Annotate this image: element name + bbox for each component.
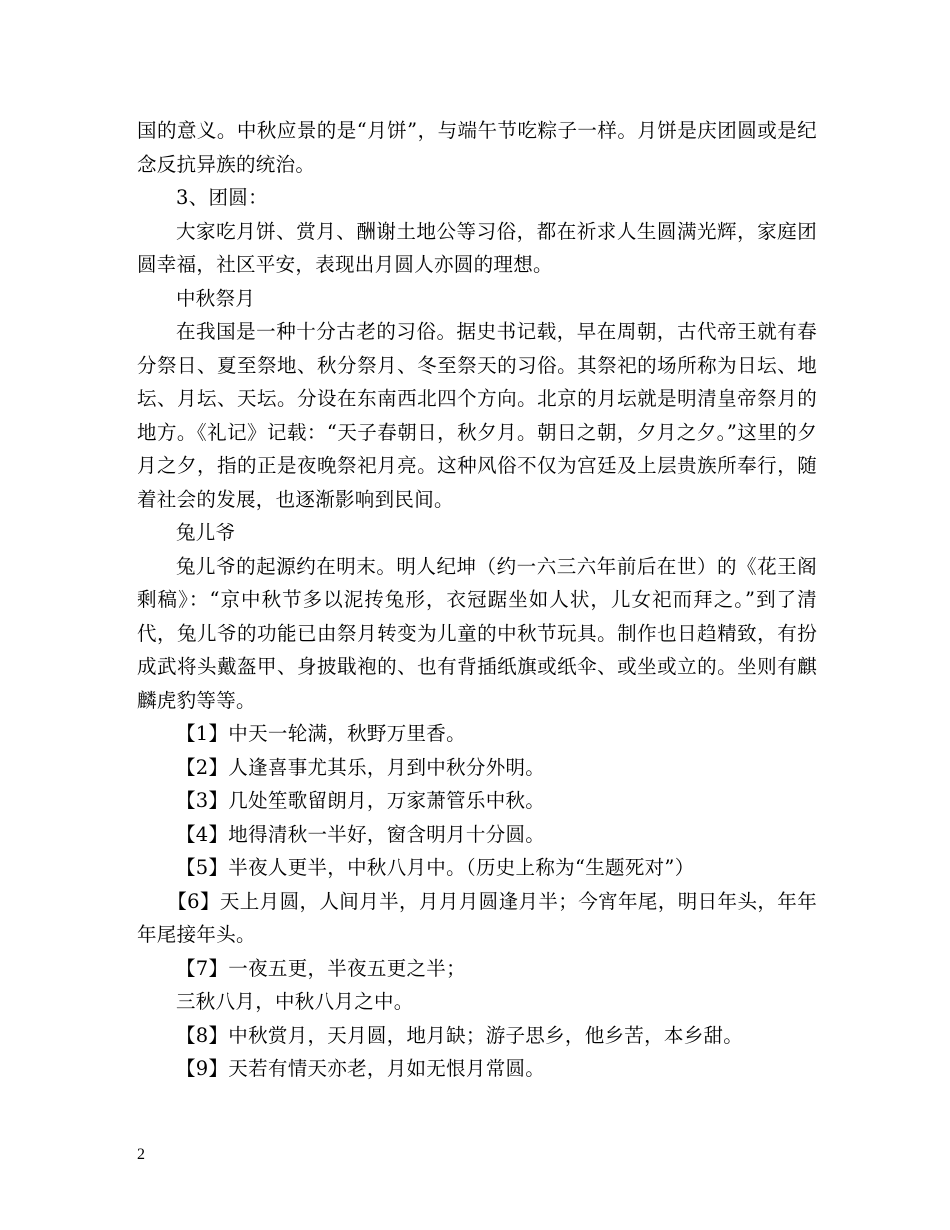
heading-reunion: 3、团圆： [176, 186, 268, 209]
heading-rabbit-lord: 兔儿爷 [176, 521, 236, 544]
couplet-7: 【7】一夜五更，半夜五更之半； [176, 956, 466, 980]
body-text [137, 114, 817, 1086]
heading-moon-worship: 中秋祭月 [176, 286, 256, 310]
couplet-9: 【9】天若有情天亦老，月如无恨月常圆。 [176, 1057, 546, 1080]
couplet-5: 【5】半夜人更半，中秋八月中。（历史上称为“生题死对”） [176, 856, 695, 879]
page-number: 2 [137, 1146, 145, 1163]
paragraph-reunion: 大家吃月饼、赏月、酬谢土地公等习俗，都在祈求人生圆满光辉，家庭团圆幸福，社区平安，表现出月圆人亦圆的理想。 [137, 219, 817, 276]
paragraph-1: 国的意义。中秋应景的是“月饼”，与端午节吃粽子一样。月饼是庆团圆或是纪念反抗异族的统治。 [137, 119, 817, 176]
couplet-3: 【3】几处笙歌留朗月，万家萧管乐中秋。 [176, 789, 546, 812]
couplet-2: 【2】人逢喜事尤其乐，月到中秋分外明。 [176, 755, 546, 779]
paragraph-rabbit-lord: 兔儿爷的起源约在明末。明人纪坤（约一六三六年前后在世）的《花王阁剩稿》：“京中秋节多以泥抟兔形，衣冠踞坐如人状，儿女祀而拜之。”到了清代，兔儿爷的功能已由祭月转变为儿童的中秋节玩具。制作也日趋精致，有扮成武将头戴盔甲、身披戢袍的、也有背插纸旗或纸伞、或坐或立的。坐则有麒麟虎豹等等。 [137, 554, 817, 712]
couplet-7-line-2: 三秋八月，中秋八月之中。 [176, 990, 414, 1013]
couplet-1: 【1】中天一轮满，秋野万里香。 [176, 722, 466, 745]
couplet-6: 【6】天上月圆，人间月半，月月月圆逢月半；今宵年尾，明日年头，年年年尾接年头。 [137, 889, 817, 946]
couplet-8: 【8】中秋赏月，天月圆，地月缺；游子思乡，他乡苦，本乡甜。 [176, 1023, 744, 1047]
couplet-4: 【4】地得清秋一半好，窗含明月十分圆。 [176, 822, 546, 846]
paragraph-moon-worship: 在我国是一种十分古老的习俗。据史书记载，早在周朝，古代帝王就有春分祭日、夏至祭地、秋分祭月、冬至祭天的习俗。其祭祀的场所称为日坛、地坛、月坛、天坛。分设在东南西北四个方向。北京的月坛就是明清皇帝祭月的地方。《礼记》记载：“天子春朝日，秋夕月。朝日之朝，夕月之夕。”这里的夕月之夕，指的正是夜晚祭祀月亮。这种风俗不仅为宫廷及上层贵族所奉行，随着社会的发展，也逐渐影响到民间。 [137, 320, 817, 511]
